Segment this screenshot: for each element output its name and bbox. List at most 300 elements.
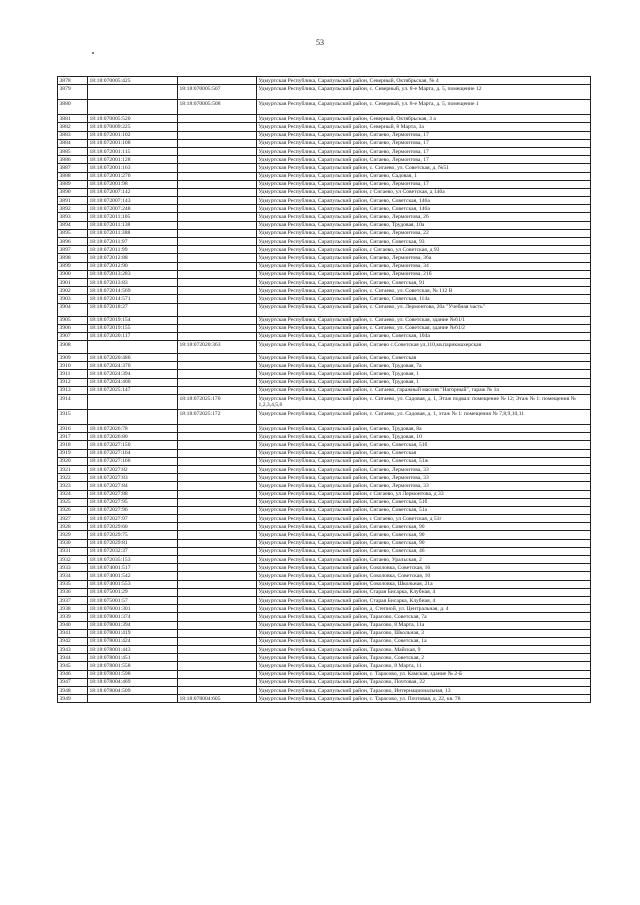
row-number-cell: 3918	[58, 441, 88, 449]
table-row	[58, 180, 591, 188]
object-number-cell: 18:18:070005:507	[178, 85, 257, 100]
address-cell: Удмуртская Республика, Сарапульский район, с. Сигаево, ул. Советская, № 112 В	[257, 287, 591, 295]
address-cell: Удмуртская Республика, Сарапульский район, Сигаево, Лермонтова, 17	[257, 139, 591, 147]
address-cell: Удмуртская Республика, Сарапульский район, Тарасово, Советская, 2	[257, 654, 591, 662]
address-cell: Удмуртская Республика, Сарапульский район, Сигаево, Советская, 90	[257, 531, 591, 539]
table-row	[58, 425, 591, 433]
object-number-cell	[178, 156, 257, 164]
object-number-cell	[178, 254, 257, 262]
object-number-cell	[178, 287, 257, 295]
row-number-cell: 3927	[58, 515, 88, 523]
table-row	[58, 246, 591, 254]
address-cell: Удмуртская Республика, Сарапульский район, с. Сигаево, ул. Советская, здание №61/1	[257, 316, 591, 324]
object-number-cell	[178, 506, 257, 514]
parcel-number-cell: 18:18:072026:80	[88, 433, 178, 441]
parcel-number-cell: 18:18:072025:147	[88, 386, 178, 394]
address-cell: Удмуртская Республика, Сарапульский район, Сигаево, Лермонтова, 33	[257, 482, 591, 490]
address-cell: Удмуртская Республика, Сарапульский район, Сигаево, Уральская, 2	[257, 556, 591, 564]
object-number-cell	[178, 515, 257, 523]
address-cell: Удмуртская Республика, Сарапульский район, Северный, Октябрьская, № 4	[257, 77, 591, 85]
table-row	[58, 482, 591, 490]
row-number-cell: 3904	[58, 303, 88, 316]
object-number-cell	[178, 637, 257, 645]
parcel-number-cell: 18:18:072024:400	[88, 378, 178, 386]
parcel-number-cell: 18:18:074001:553	[88, 580, 178, 588]
parcel-number-cell: 18:18:078001:451	[88, 654, 178, 662]
row-number-cell: 3938	[58, 605, 88, 613]
object-number-cell	[178, 238, 257, 246]
row-number-cell: 3902	[58, 287, 88, 295]
table-row	[58, 433, 591, 441]
object-number-cell	[178, 613, 257, 621]
object-number-cell	[178, 332, 257, 340]
row-number-cell: 3910	[58, 362, 88, 370]
table-row	[58, 596, 591, 604]
address-cell: Удмуртская Республика, Сарапульский район, Сигаево, Лермонтова, 34	[257, 262, 591, 270]
table-row	[58, 498, 591, 506]
object-number-cell	[178, 564, 257, 572]
parcel-number-cell: 18:18:072027:95	[88, 498, 178, 506]
object-number-cell	[178, 687, 257, 695]
object-number-cell	[178, 131, 257, 139]
row-number-cell: 3901	[58, 278, 88, 286]
object-number-cell	[178, 147, 257, 155]
row-number-cell: 3949	[58, 695, 88, 703]
register-body	[58, 77, 591, 703]
row-number-cell: 3893	[58, 213, 88, 221]
address-cell: Удмуртская Республика, Сарапульский район, с Сигаево, ул Советская, д 146а	[257, 188, 591, 196]
address-cell: Удмуртская Республика, Сарапульский район, с. Сигаево, ул. Садовая, д. 1, Этаж подвал: помещение № 12; Этаж № 1: помещения № 1,2,3,4,5,6	[257, 395, 591, 410]
table-row	[58, 662, 591, 670]
table-row	[58, 695, 591, 703]
object-number-cell	[178, 139, 257, 147]
address-cell: Удмуртская Республика, Сарапульский район, Сигаево, Лермонтова, 17	[257, 180, 591, 188]
parcel-number-cell: 18:18:072020:486	[88, 354, 178, 362]
parcel-number-cell: 18:18:072014:571	[88, 295, 178, 303]
object-number-cell	[178, 433, 257, 441]
object-number-cell	[178, 172, 257, 180]
row-number-cell: 3929	[58, 531, 88, 539]
address-cell: Удмуртская Республика, Сарапульский район, Сигаево, Советская, 51ж	[257, 457, 591, 465]
parcel-number-cell: 18:18:072001:98	[88, 180, 178, 188]
row-number-cell: 3883	[58, 131, 88, 139]
table-row	[58, 449, 591, 457]
address-cell: Удмуртская Республика, Сарапульский район, Сигаево, Советская	[257, 449, 591, 457]
address-cell: Удмуртская Республика, Сарапульский район, с. Сигаево, ул. Лермонтова, 26а "Учебная часть"	[257, 303, 591, 316]
address-cell: Удмуртская Республика, Сарапульский район, Сигаево, Садовая, 1	[257, 172, 591, 180]
object-number-cell	[178, 354, 257, 362]
address-cell: Удмуртская Республика, Сарапульский район, Сигаево, Советская, 51б	[257, 441, 591, 449]
parcel-number-cell: 18:18:072011:97	[88, 238, 178, 246]
table-row	[58, 490, 591, 498]
parcel-number-cell: 18:18:072012:88	[88, 254, 178, 262]
object-number-cell	[178, 213, 257, 221]
object-number-cell	[178, 362, 257, 370]
table-row	[58, 197, 591, 205]
parcel-number-cell: 18:18:072019:155	[88, 324, 178, 332]
row-number-cell: 3940	[58, 621, 88, 629]
row-number-cell: 3911	[58, 370, 88, 378]
address-cell: Удмуртская Республика, Сарапульский район, с Сигаево, ул Лермонтова, д 33	[257, 490, 591, 498]
parcel-number-cell: 18:18:072018:27	[88, 303, 178, 316]
address-cell: Удмуртская Республика, Сарапульский район, Сигаево, Лермонтова, 26	[257, 213, 591, 221]
object-number-cell	[178, 547, 257, 555]
table-row	[58, 164, 591, 172]
object-number-cell	[178, 531, 257, 539]
object-number-cell	[178, 77, 257, 85]
address-cell: Удмуртская Республика, Сарапульский район, Сигаево, Советская, 146а	[257, 197, 591, 205]
object-number-cell	[178, 386, 257, 394]
parcel-number-cell: 18:18:078004:509	[88, 687, 178, 695]
object-number-cell	[178, 370, 257, 378]
parcel-number-cell: 18:18:072029:81	[88, 539, 178, 547]
object-number-cell: 18:18:070005:508	[178, 100, 257, 115]
object-number-cell	[178, 646, 257, 654]
address-cell: Удмуртская Республика, Сарапульский район, Тарасово, Почтовая, 22	[257, 678, 591, 686]
table-row	[58, 332, 591, 340]
address-cell: Удмуртская Республика, Сарапульский район, Сигаево, Советская, 46	[257, 547, 591, 555]
row-number-cell: 3944	[58, 654, 88, 662]
object-number-cell	[178, 572, 257, 580]
address-cell: Удмуртская Республика, Сарапульский район, Сигаево, Советская, 146а	[257, 205, 591, 213]
table-row	[58, 303, 591, 316]
object-number-cell	[178, 596, 257, 604]
address-cell: Удмуртская Республика, Сарапульский район, Сигаево, Советская, 91	[257, 278, 591, 286]
row-number-cell: 3891	[58, 197, 88, 205]
row-number-cell: 3935	[58, 580, 88, 588]
address-cell: Удмуртская Республика, Сарапульский район, д. Степной, ул. Центральная, д. 4	[257, 605, 591, 613]
table-row	[58, 115, 591, 123]
parcel-number-cell: 18:18:072027:82	[88, 465, 178, 473]
parcel-number-cell: 18:18:072027:96	[88, 506, 178, 514]
parcel-number-cell: 18:18:072001:102	[88, 131, 178, 139]
parcel-number-cell: 18:18:075001:57	[88, 596, 178, 604]
parcel-number-cell: 18:18:072020:117	[88, 332, 178, 340]
address-cell: Удмуртская Республика, Сарапульский район, Северный, Октябрьская, 3 а	[257, 115, 591, 123]
scan-speck	[92, 52, 94, 54]
table-row	[58, 238, 591, 246]
object-number-cell	[178, 303, 257, 316]
address-cell: Удмуртская Республика, Сарапульский район, Сигаево, Лермонтова, 33	[257, 474, 591, 482]
row-number-cell: 3890	[58, 188, 88, 196]
row-number-cell: 3899	[58, 262, 88, 270]
row-number-cell: 3888	[58, 172, 88, 180]
table-row	[58, 605, 591, 613]
table-row	[58, 139, 591, 147]
parcel-number-cell: 18:18:072027:164	[88, 449, 178, 457]
address-cell: Удмуртская Республика, Сарапульский район, Тарасово, Интернациональная, 13	[257, 687, 591, 695]
parcel-number-cell	[88, 395, 178, 410]
table-row	[58, 506, 591, 514]
table-row	[58, 324, 591, 332]
row-number-cell: 3895	[58, 229, 88, 237]
parcel-number-cell: 18:18:078001:374	[88, 613, 178, 621]
row-number-cell: 3907	[58, 332, 88, 340]
object-number-cell	[178, 316, 257, 324]
object-number-cell	[178, 262, 257, 270]
object-number-cell	[178, 449, 257, 457]
parcel-number-cell: 18:18:072024:370	[88, 362, 178, 370]
address-cell: Удмуртская Республика, Сарапульский район, Сигаево, Лермонтова, 36а	[257, 254, 591, 262]
object-number-cell	[178, 221, 257, 229]
row-number-cell: 3930	[58, 539, 88, 547]
address-cell: Удмуртская Республика, Сарапульский район, Сигаево, Советская, 114а	[257, 295, 591, 303]
row-number-cell: 3898	[58, 254, 88, 262]
object-number-cell	[178, 378, 257, 386]
table-row	[58, 531, 591, 539]
table-row	[58, 354, 591, 362]
address-cell: Удмуртская Республика, Сарапульский район, Тарасово, 8 Марта, 11	[257, 662, 591, 670]
parcel-number-cell: 18:18:074001:517	[88, 564, 178, 572]
table-row	[58, 147, 591, 155]
parcel-number-cell: 18:18:072032:37	[88, 547, 178, 555]
register-table	[57, 76, 591, 703]
table-row	[58, 457, 591, 465]
parcel-number-cell: 18:18:072027:88	[88, 490, 178, 498]
address-cell: Удмуртская Республика, Сарапульский район, Старая Бисарка, Клубная, 4	[257, 596, 591, 604]
parcel-number-cell: 18:18:072027:84	[88, 482, 178, 490]
object-number-cell	[178, 457, 257, 465]
table-row	[58, 572, 591, 580]
row-number-cell: 3943	[58, 646, 88, 654]
parcel-number-cell: 18:18:072011:138	[88, 221, 178, 229]
parcel-number-cell: 18:18:072011:105	[88, 213, 178, 221]
table-row	[58, 646, 591, 654]
table-row	[58, 205, 591, 213]
address-cell: Удмуртская Республика, Сарапульский район, Сигаево, Трудовая, 10а	[257, 221, 591, 229]
table-row	[58, 539, 591, 547]
table-row	[58, 316, 591, 324]
parcel-number-cell: 18:18:078001:598	[88, 670, 178, 678]
row-number-cell: 3908	[58, 341, 88, 354]
address-cell: Удмуртская Республика, Сарапульский район, Сигаево, Трудовая, 1	[257, 370, 591, 378]
object-number-cell	[178, 539, 257, 547]
address-cell: Удмуртская Республика, Сарапульский район, Сигаево, Лермонтова, 22	[257, 229, 591, 237]
table-row	[58, 465, 591, 473]
object-number-cell	[178, 229, 257, 237]
address-cell: Удмуртская Республика, Сарапульский район, Сигаево, Трудовая, 7а	[257, 362, 591, 370]
object-number-cell: 18:18:072025:170	[178, 395, 257, 410]
object-number-cell	[178, 441, 257, 449]
row-number-cell: 3915	[58, 410, 88, 425]
address-cell: Удмуртская Республика, Сарапульский район, Сигаево, Лермонтова, 17	[257, 147, 591, 155]
parcel-number-cell: 18:18:078001:419	[88, 629, 178, 637]
table-row	[58, 254, 591, 262]
parcel-number-cell: 18:18:078001:443	[88, 646, 178, 654]
table-row	[58, 395, 591, 410]
parcel-number-cell: 18:18:078001:558	[88, 662, 178, 670]
object-number-cell	[178, 164, 257, 172]
row-number-cell: 3916	[58, 425, 88, 433]
table-row	[58, 580, 591, 588]
object-number-cell	[178, 662, 257, 670]
object-number-cell	[178, 324, 257, 332]
address-cell: Удмуртская Республика, Сарапульский район, Тарасово, Советская, 1а	[257, 637, 591, 645]
address-cell: Удмуртская Республика, Сарапульский район, Сигаево, Трудовая, 1	[257, 378, 591, 386]
table-row	[58, 637, 591, 645]
table-row	[58, 588, 591, 596]
parcel-number-cell: 18:18:072011:388	[88, 229, 178, 237]
parcel-number-cell: 18:18:072019:154	[88, 316, 178, 324]
address-cell: Удмуртская Республика, Сарапульский район, Сигаево, Трудовая, 10	[257, 433, 591, 441]
object-number-cell	[178, 465, 257, 473]
object-number-cell	[178, 670, 257, 678]
row-number-cell: 3879	[58, 85, 88, 100]
object-number-cell	[178, 588, 257, 596]
table-row	[58, 131, 591, 139]
object-number-cell	[178, 678, 257, 686]
parcel-number-cell: 18:18:072035:153	[88, 556, 178, 564]
address-cell: Удмуртская Республика, Сарапульский район, Сигаево, Трудовая, 8а	[257, 425, 591, 433]
row-number-cell: 3928	[58, 523, 88, 531]
table-row	[58, 85, 591, 100]
table-row	[58, 262, 591, 270]
table-row	[58, 523, 591, 531]
parcel-number-cell: 18:18:070005:520	[88, 115, 178, 123]
table-row	[58, 564, 591, 572]
table-row	[58, 341, 591, 354]
row-number-cell: 3909	[58, 354, 88, 362]
address-cell: Удмуртская Республика, Сарапульский район, с. Северный, ул. 8-е Марта, д. 5, помещение 1	[257, 100, 591, 115]
object-number-cell	[178, 425, 257, 433]
address-cell: Удмуртская Республика, Сарапульский район, Соколовка, Советская, 16	[257, 564, 591, 572]
object-number-cell	[178, 197, 257, 205]
row-number-cell: 3923	[58, 482, 88, 490]
row-number-cell: 3889	[58, 180, 88, 188]
address-cell: Удмуртская Республика, Сарапульский район, Тарасово, Майская, 9	[257, 646, 591, 654]
table-row	[58, 100, 591, 115]
parcel-number-cell: 18:18:078001:394	[88, 621, 178, 629]
parcel-number-cell: 18:18:072012:90	[88, 262, 178, 270]
object-number-cell	[178, 188, 257, 196]
address-cell: Удмуртская Республика, Сарапульский район, Сигаево, Лермонтова, 17	[257, 131, 591, 139]
parcel-number-cell: 18:18:072001:128	[88, 156, 178, 164]
object-number-cell	[178, 180, 257, 188]
row-number-cell: 3884	[58, 139, 88, 147]
object-number-cell: 18:18:072020:363	[178, 341, 257, 354]
object-number-cell	[178, 654, 257, 662]
row-number-cell: 3905	[58, 316, 88, 324]
table-row	[58, 410, 591, 425]
table-row	[58, 295, 591, 303]
address-cell: Удмуртская Республика, Сарапульский район, с. Сигаево, ул. Советская, здание №61/2	[257, 324, 591, 332]
row-number-cell: 3925	[58, 498, 88, 506]
row-number-cell: 3887	[58, 164, 88, 172]
address-cell: Удмуртская Республика, Сарапульский район, Тарасово, Школьная, 3	[257, 629, 591, 637]
parcel-number-cell	[88, 695, 178, 703]
row-number-cell: 3881	[58, 115, 88, 123]
parcel-number-cell: 18:18:072027:150	[88, 441, 178, 449]
row-number-cell: 3882	[58, 123, 88, 131]
row-number-cell: 3926	[58, 506, 88, 514]
row-number-cell: 3903	[58, 295, 88, 303]
row-number-cell: 3942	[58, 637, 88, 645]
object-number-cell	[178, 270, 257, 278]
row-number-cell: 3922	[58, 474, 88, 482]
row-number-cell: 3931	[58, 547, 88, 555]
table-row	[58, 441, 591, 449]
table-row	[58, 370, 591, 378]
object-number-cell	[178, 629, 257, 637]
row-number-cell: 3894	[58, 221, 88, 229]
parcel-number-cell: 18:18:072027:83	[88, 474, 178, 482]
address-cell: Удмуртская Республика, Сарапульский район, Тарасово, Советская, 7а	[257, 613, 591, 621]
row-number-cell: 3933	[58, 564, 88, 572]
object-number-cell	[178, 474, 257, 482]
parcel-number-cell: 18:18:072014:569	[88, 287, 178, 295]
parcel-number-cell	[88, 410, 178, 425]
object-number-cell	[178, 295, 257, 303]
object-number-cell	[178, 123, 257, 131]
parcel-number-cell: 18:18:072007:248	[88, 205, 178, 213]
address-cell: Удмуртская Республика, Сарапульский район, с Сигаево, ул Советская, д 93	[257, 246, 591, 254]
row-number-cell: 3946	[58, 670, 88, 678]
table-row	[58, 77, 591, 85]
row-number-cell: 3939	[58, 613, 88, 621]
table-row	[58, 687, 591, 695]
address-cell: Удмуртская Республика, Сарапульский район, Сигаево, Советская, 51а	[257, 506, 591, 514]
row-number-cell: 3932	[58, 556, 88, 564]
row-number-cell: 3948	[58, 687, 88, 695]
row-number-cell: 3885	[58, 147, 88, 155]
table-row	[58, 362, 591, 370]
page-number: 53	[316, 38, 324, 47]
row-number-cell: 3936	[58, 588, 88, 596]
parcel-number-cell: 18:18:078001:424	[88, 637, 178, 645]
object-number-cell	[178, 523, 257, 531]
parcel-number-cell: 18:18:072029:75	[88, 531, 178, 539]
row-number-cell: 3920	[58, 457, 88, 465]
address-cell: Удмуртская Республика, Сарапульский район, Старая Бисарка, Клубная, 4	[257, 588, 591, 596]
object-number-cell	[178, 490, 257, 498]
object-number-cell	[178, 115, 257, 123]
row-number-cell: 3878	[58, 77, 88, 85]
address-cell: Удмуртская Республика, Сарапульский район, с. Сигаево, ул. Советская, д. №51	[257, 164, 591, 172]
parcel-number-cell: 18:18:072024:394	[88, 370, 178, 378]
object-number-cell	[178, 498, 257, 506]
object-number-cell	[178, 556, 257, 564]
address-cell: Удмуртская Республика, Сарапульский район, с. Тарасово, ул. Почтовая, д. 22, кв. 78	[257, 695, 591, 703]
table-row	[58, 556, 591, 564]
table-row	[58, 474, 591, 482]
address-cell: Удмуртская Республика, Сарапульский район, Сигаево, Советская, 51б	[257, 498, 591, 506]
row-number-cell: 3924	[58, 490, 88, 498]
table-row	[58, 547, 591, 555]
table-row	[58, 156, 591, 164]
address-cell: Удмуртская Республика, Сарапульский район, Сигаево, Советская	[257, 354, 591, 362]
object-number-cell	[178, 246, 257, 254]
address-cell: Удмуртская Республика, Сарапульский район, с. Тарасово, ул. Камская, здание № 2-Б	[257, 670, 591, 678]
parcel-number-cell	[88, 100, 178, 115]
object-number-cell: 18:18:072025:172	[178, 410, 257, 425]
object-number-cell: 18:18:078004:605	[178, 695, 257, 703]
object-number-cell	[178, 482, 257, 490]
parcel-number-cell: 18:18:072011:99	[88, 246, 178, 254]
row-number-cell: 3912	[58, 378, 88, 386]
parcel-number-cell: 18:18:072001:163	[88, 164, 178, 172]
parcel-number-cell: 18:18:072027:166	[88, 457, 178, 465]
address-cell: Удмуртская Республика, Сарапульский район, с Сигаево, ул Советская, д 51г	[257, 515, 591, 523]
address-cell: Удмуртская Республика, Сарапульский район, с. Сигаево, гаражный массив "Нагорный", гараж № 1а	[257, 386, 591, 394]
parcel-number-cell: 18:18:072013:283	[88, 270, 178, 278]
table-row	[58, 172, 591, 180]
address-cell: Удмуртская Республика, Сарапульский район, Сигаево с.Советская ул,110,кв.парикмахерская	[257, 341, 591, 354]
parcel-number-cell: 18:18:070009:225	[88, 123, 178, 131]
object-number-cell	[178, 278, 257, 286]
parcel-number-cell: 18:18:072007:143	[88, 197, 178, 205]
parcel-number-cell	[88, 85, 178, 100]
parcel-number-cell: 18:18:072013:83	[88, 278, 178, 286]
